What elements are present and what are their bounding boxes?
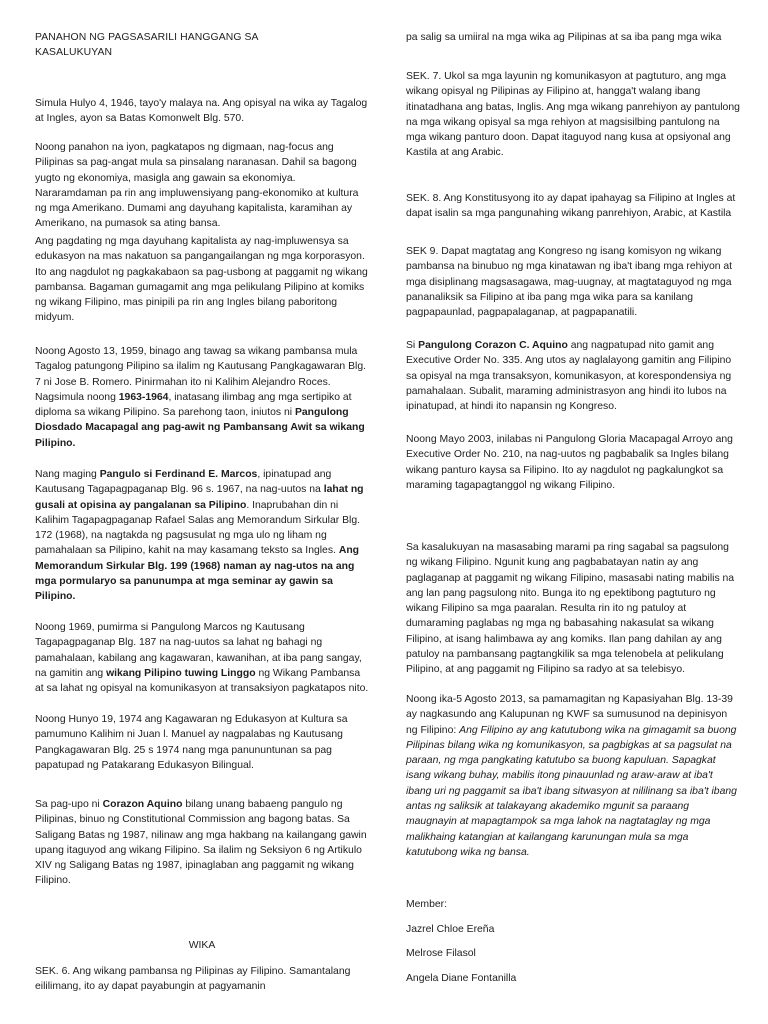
page-title-line-1: PANAHON NG PAGSASARILI HANGGANG SA (35, 32, 259, 43)
member-name-2: Melrose Filasol (406, 948, 476, 959)
member-name-1: Jazrel Chloe Ereña (406, 924, 495, 935)
paragraph-1959: Noong Agosto 13, 1959, binago ang tawag sa wikang pambansa mula Tagalog patungong Pilipino sa ilalim ng Kautusang Pangkagawaran Blg. 7 ni Jose B. Romero. Pinirmahan ito ni Kalihim Alejandro Roces. Nagsimula noong 1963-1964, inatasang ilimbag ang mga sertipiko at diploma sa wikang Pilipino. Sa parehong taon, iniutos ni Pangulong Diosdado Macapagal ang pag-awit ng Pambansang Awit sa wikang Pilipino. (35, 346, 366, 449)
paragraph-sek6: SEK. 6. Ang wikang pambansa ng Pilipinas ay Filipino. Samantalang eililimang, ito ay dapat payabungin at pagyamanin (35, 966, 351, 993)
paragraph-agosto-2013: Noong ika-5 Agosto 2013, sa pamamagitan ng Kapasiyahan Blg. 13-39 ay nagkasundo ang Kalupunan ng KWF sa sumusunod na depinisyon ng Filipino: Ang Filipino ay ang katutubong wika na gimagamit sa buong Pilipinas bilang wika ng komunikasyon, sa pagbigkas at sa pagsulat na paraan, ng mga pangkating katutubo sa buong kapuluan. Sapagkat isang wikang buhay, mabilis itong pinauunlad ng araw-araw at iba't ibang uri ng paggamit sa iba't ibang sitwasyon at nililinang sa iba't ibang antas ng saliksik at talakayang akademiko mgunit sa paraang maugnayin at mapagtampok sa mga lahok na nagtataglay ng mga malikhaing katangian at kailangang karunungan mula sa mga katutubong wika ng bansa. (406, 694, 737, 858)
paragraph-1974: Noong Hunyo 19, 1974 ang Kagawaran ng Edukasyon at Kultura sa pamumuno Kalihim ni Juan l. Manuel ay nagpalabas ng Kautusang Pangkagawaran Blg. 25 s 1974 nang mga panununtunan sa pag papatupad ng Patakarang Edukasyon Bilingual. (35, 714, 348, 771)
paragraph-foreign-capitalists: Ang pagdating ng mga dayuhang kapitalista ay nag-impluwensya sa edukasyon na mas nakatuon sa pangangailangan ng mga korporasyon. Ito ang nagdulot ng pagkakabaon sa pag-usbong at paggamit ng wikang pambansa. Bagaman gumagamit ang mga pelikulang Pilipino at komiks ng wikang Filipino, mas pinipili pa rin ang Ingles bilang paboritong midyum. (35, 236, 368, 324)
section-heading-wika: WIKA (188, 940, 216, 951)
paragraph-aquino-eo335: Si Pangulong Corazon C. Aquino ang nagpatupad nito gamit ang Executive Order No. 335. Ang utos ay naglalayong gamitin ang Filipino sa opisyal na mga transaksyon, komunikasyon, at korespondensiya ng pamahalaan. Subalit, maraming administrasyon ang hindi ito lubos na ipinatupad, at hindi ito napansin ng Kongreso. (406, 340, 732, 413)
paragraph-mayo-2003: Noong Mayo 2003, inilabas ni Pangulong Gloria Macapagal Arroyo ang Executive Order No. 210, na nag-uutos ng pagbabalik sa Ingles bilang wikang panturo kaysa sa Filipino. Ito ay nagdulot ng pagkalungkot sa maraming tagapagtanggol ng wikang Filipino. (406, 434, 733, 491)
page-title-line-2: KASALUKUYAN (35, 47, 113, 59)
paragraph-sek9: SEK 9. Dapat magtatag ang Kongreso ng isang komisyon ng wikang pambansa na binubuo ng mga kinatawan ng iba't ibang mga rehiyon at mga disiplinang magsasagawa, mag-uugnay, at magtataguyod ng mga pananaliksik sa Filipino at iba pang mga wika para sa kanilang pagpapaunlad, pagpapalaganap, at pagpapanatili. (406, 246, 733, 319)
paragraph-postwar: Noong panahon na iyon, pagkatapos ng digmaan, nag-focus ang Pilipinas sa pag-angat mula sa pinsalang naranasan. Dahil sa bagong yugto ng ekonomiya, masigla ang gawain sa ekonomiya. Nararamdaman pa rin ang impluwensiyang pang-ekonomiko at kultura ng mga Amerikano. Dumami ang dayuhang kapitalista, karamihan ay Amerikano, na pumasok sa ating bansa. (35, 142, 359, 230)
member-name-3: Angela Diane Fontanilla (406, 973, 517, 984)
paragraph-continuation: pa salig sa umiiral na mga wika ag Pilipinas at sa iba pang mga wika (406, 32, 722, 43)
paragraph-1969: Noong 1969, pumirma si Pangulong Marcos ng Kautusang Tagapagpaganap Blg. 187 na nag-uutos sa lahat ng bahagi ng pamahalaan, kabilang ang kagawaran, kawanihan, at iba pang sangay, na gamitin ang wikang Pilipino tuwing Linggo ng Wikang Pambansa at sa lahat ng opisyal na komunikasyon at transaksiyon pagkatapos nito. (35, 622, 369, 695)
page-title (35, 30, 369, 61)
paragraph-marcos: Nang maging Pangulo si Ferdinand E. Marcos, ipinatupad ang Kautusang Tagapagpaganap Blg. 96 s. 1967, na nag-uutos na lahat ng gusali at opisina ay pangalanan sa Pilipino. Inaprubahan din ni Kalihim Tagapagpaganap Rafael Salas ang Memorandum Sirkular Blg. 172 (1968), na nagtakda ng pagsusulat ng mga ulo ng liham ng pamahalaan sa Pilipino, kahit na may kasamang teksto sa Ingles. Ang Memorandum Sirkular Blg. 199 (1968) naman ay nag-utos na ang mga pormularyo sa panunumpa at mga seminar ay gawin sa Pilipino. (35, 469, 364, 603)
paragraph-aquino-constitution: Sa pag-upo ni Corazon Aquino bilang unang babaeng pangulo ng Pilipinas, binuo ng Constitutional Commission ang bagong batas. Sa Saligang Batas ng 1987, nilinaw ang mga hakbang na kailangang gawin upang itaguyod ang wikang Filipino. Sa ilalim ng Seksiyon 6 ng Artikulo XIV ng Saligang Batas ng 1987, ipinaglaban ang paggamit ng wikang Filipino. (35, 799, 367, 887)
paragraph-kasalukuyan: Sa kasalukuyan na masasabing marami pa ring sagabal sa pagsulong ng wikang Filipino. Ngunit kung ang pagbabatayan natin ay ang paglaganap at paggamit ng wikang Filipino, masasabi nating mabilis na ang lan pang pagsulong nito. Bunga ito ng epektibong pagtuturo ng wikang Filipino sa mga paaralan. Resulta rin ito ng patuloy at dumaraming paglabas ng mga ng babasahing nakasulat sa wikang Filipino, at isang halimbawa ay ang komiks. Ilan pang dahilan ay ang patuloy na pambansang pagtangkilik sa mga telenobela at pelikulang Pilipino, at ang paggamit ng Filipino sa radyo at sa telebisyo. (406, 542, 735, 676)
paragraph-sek7: SEK. 7. Ukol sa mga layunin ng komunikasyon at pagtuturo, ang mga wikang opisyal ng Pilipinas ay Filipino at, hangga't walang ibang itinatadhana ang batas, Inglis. Ang mga wikang panrehiyon ay pantulong na mga wikang opisyal sa mga rehiyon at magsisilbing pantulong na mga wikang panturo doon. Dapat itaguyod nang kusa at opsiyonal ang Kastila at ang Arabic. (406, 71, 740, 159)
paragraph-sek8: SEK. 8. Ang Konstitusyong ito ay dapat ipahayag sa Filipino at Ingles at dapat isalin sa mga pangunahing wikang panrehiyon, Arabic, at Kastila (406, 193, 736, 220)
paragraph-independence: Simula Hulyo 4, 1946, tayo'y malaya na. Ang opisyal na wika ay Tagalog at Ingles, ayon sa Batas Komonwelt Blg. 570. (35, 98, 368, 125)
member-label: Member: (406, 899, 447, 910)
